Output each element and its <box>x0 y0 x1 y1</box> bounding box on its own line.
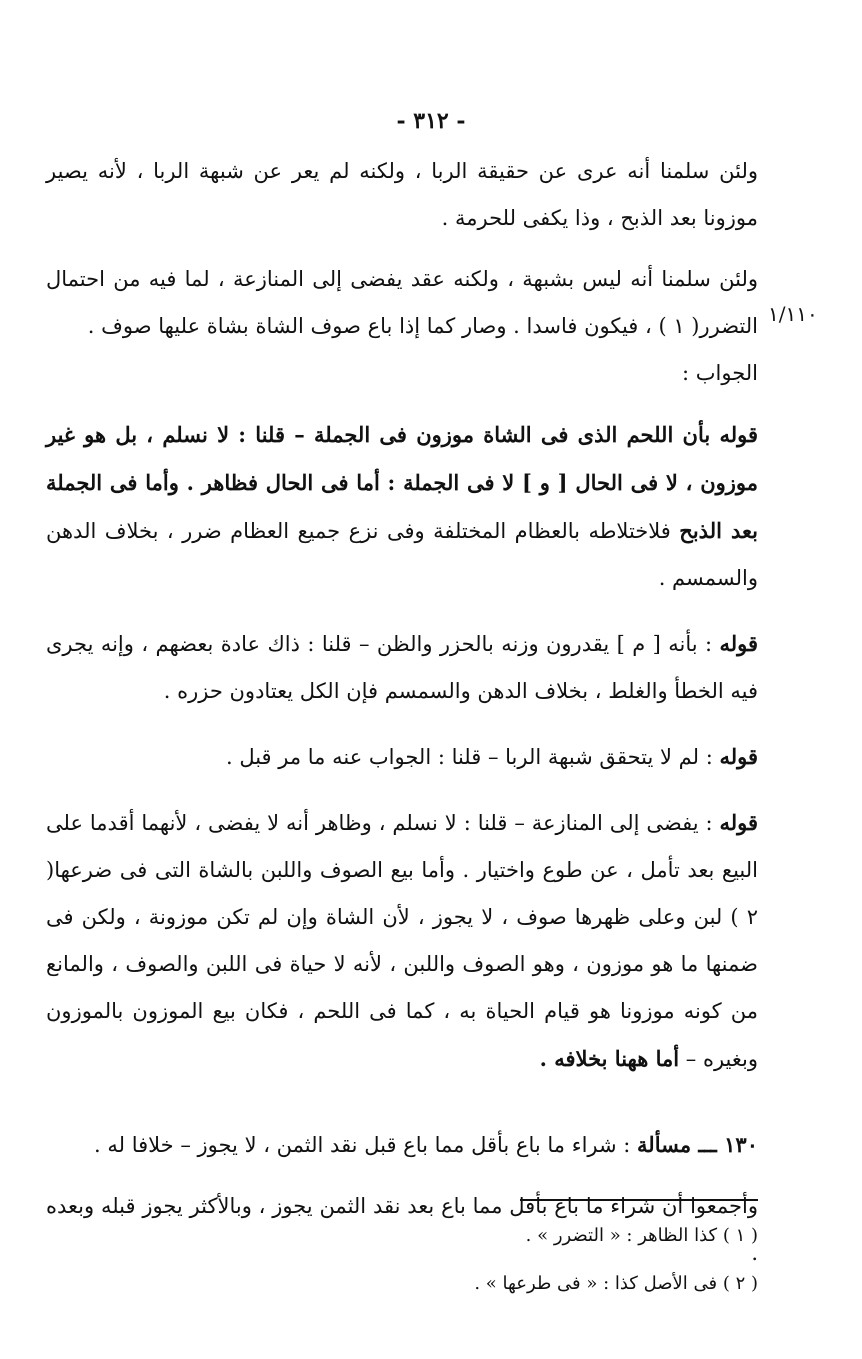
answer-4-text: : يفضى إلى المنازعة – قلنا : لا نسلم ، وظاهر أنه لا يفضى ، لأنهما أقدما على البيع بعد تأمل ، عن طوع واختيار . وأما بيع الصوف واللبن بالشاة التى فى ضرعها( ٢ ) لبن وعلى ظهرها صوف ، لا يجوز ، لأن الشاة وإن لم تكن موزونة ، ولكن فى ضمنها ما هو موزون ، وهو الصوف واللبن ، لأنه لا حياة فى اللبن والصوف ، والمانع من كونه موزونا هو قيام الحياة به ، كما فى اللحم ، فكان بيع الموزون بالموزون وبغيره – <box>46 811 758 1071</box>
footnotes <box>300 1212 758 1308</box>
margin-folio-note: ١/١١٠ <box>768 302 818 326</box>
main-text <box>46 148 758 1277</box>
paragraph-consensus: وأجمعوا أن شراء ما باع بأقل مما باع بعد نقد الثمن يجوز ، وبالأكثر يجوز قبله وبعده . <box>46 1194 758 1265</box>
answer-4-end: أما ههنا بخلافه . <box>539 1046 680 1071</box>
answer-2-label: قوله <box>719 631 758 656</box>
footnote-1: ( ١ ) كذا الظاهر : « التضرر » . <box>525 1225 758 1246</box>
page-number: - ٣١٢ - <box>396 108 466 134</box>
paragraph-answer-1 <box>46 411 758 602</box>
footnote-2: ( ٢ ) فى الأصل كذا : « فى طرعها » . <box>474 1273 758 1294</box>
answer-4-label: قوله <box>719 810 758 835</box>
paragraph-1: ولئن سلمنا أنه عرى عن حقيقة الربا ، ولكنه لم يعر عن شبهة الربا ، لأنه يصير موزونا بعد الذبح ، وذا يكفى للحرمة . <box>46 159 758 230</box>
answer-1-lead: قوله بأن اللحم الذى فى الشاة موزون فى الجملة – قلنا : لا نسلم ، بل هو غير موزون ، <box>46 422 758 495</box>
footnote-divider <box>520 1199 758 1201</box>
answer-1-bold: لا فى الحال [ و ] لا فى الجملة : أما فى الحال فظاهر . وأما فى الجملة بعد الذبح <box>46 470 758 543</box>
answer-3-text: : لم لا يتحقق شبهة الربا – قلنا : الجواب عنه ما مر قبل . <box>225 745 720 769</box>
paragraph-answer-3 <box>46 733 758 781</box>
answer-heading: الجواب : <box>682 361 758 385</box>
issue-130 <box>46 1121 758 1169</box>
answer-1-rest: فلاختلاطه بالعظام المختلفة وفى نزع جميع العظام ضرر ، بخلاف الدهن والسمسم . <box>46 519 758 590</box>
answer-2-text: : بأنه [ م ] يقدرون وزنه بالحزر والظن – قلنا : ذاك عادة بعضهم ، وإنه يجرى فيه الخطأ والغلط ، بخلاف الدهن والسمسم فإن الكل يعتادون حزره . <box>46 632 758 703</box>
answer-3-label: قوله <box>719 744 758 769</box>
paragraph-2: ولئن سلمنا أنه ليس بشبهة ، ولكنه عقد يفضى إلى المنازعة ، لما فيه من احتمال التضرر( ١ ) ، فيكون فاسدا . وصار كما إذا باع صوف الشاة بشاة عليها صوف . <box>46 267 758 338</box>
paragraph-answer-4 <box>46 799 758 1083</box>
paragraph-answer-2 <box>46 620 758 715</box>
issue-130-label: ١٣٠ ـــ مسألة <box>637 1132 758 1157</box>
issue-130-text: : شراء ما باع بأقل مما باع قبل نقد الثمن ، لا يجوز – خلافا له . <box>94 1133 638 1157</box>
